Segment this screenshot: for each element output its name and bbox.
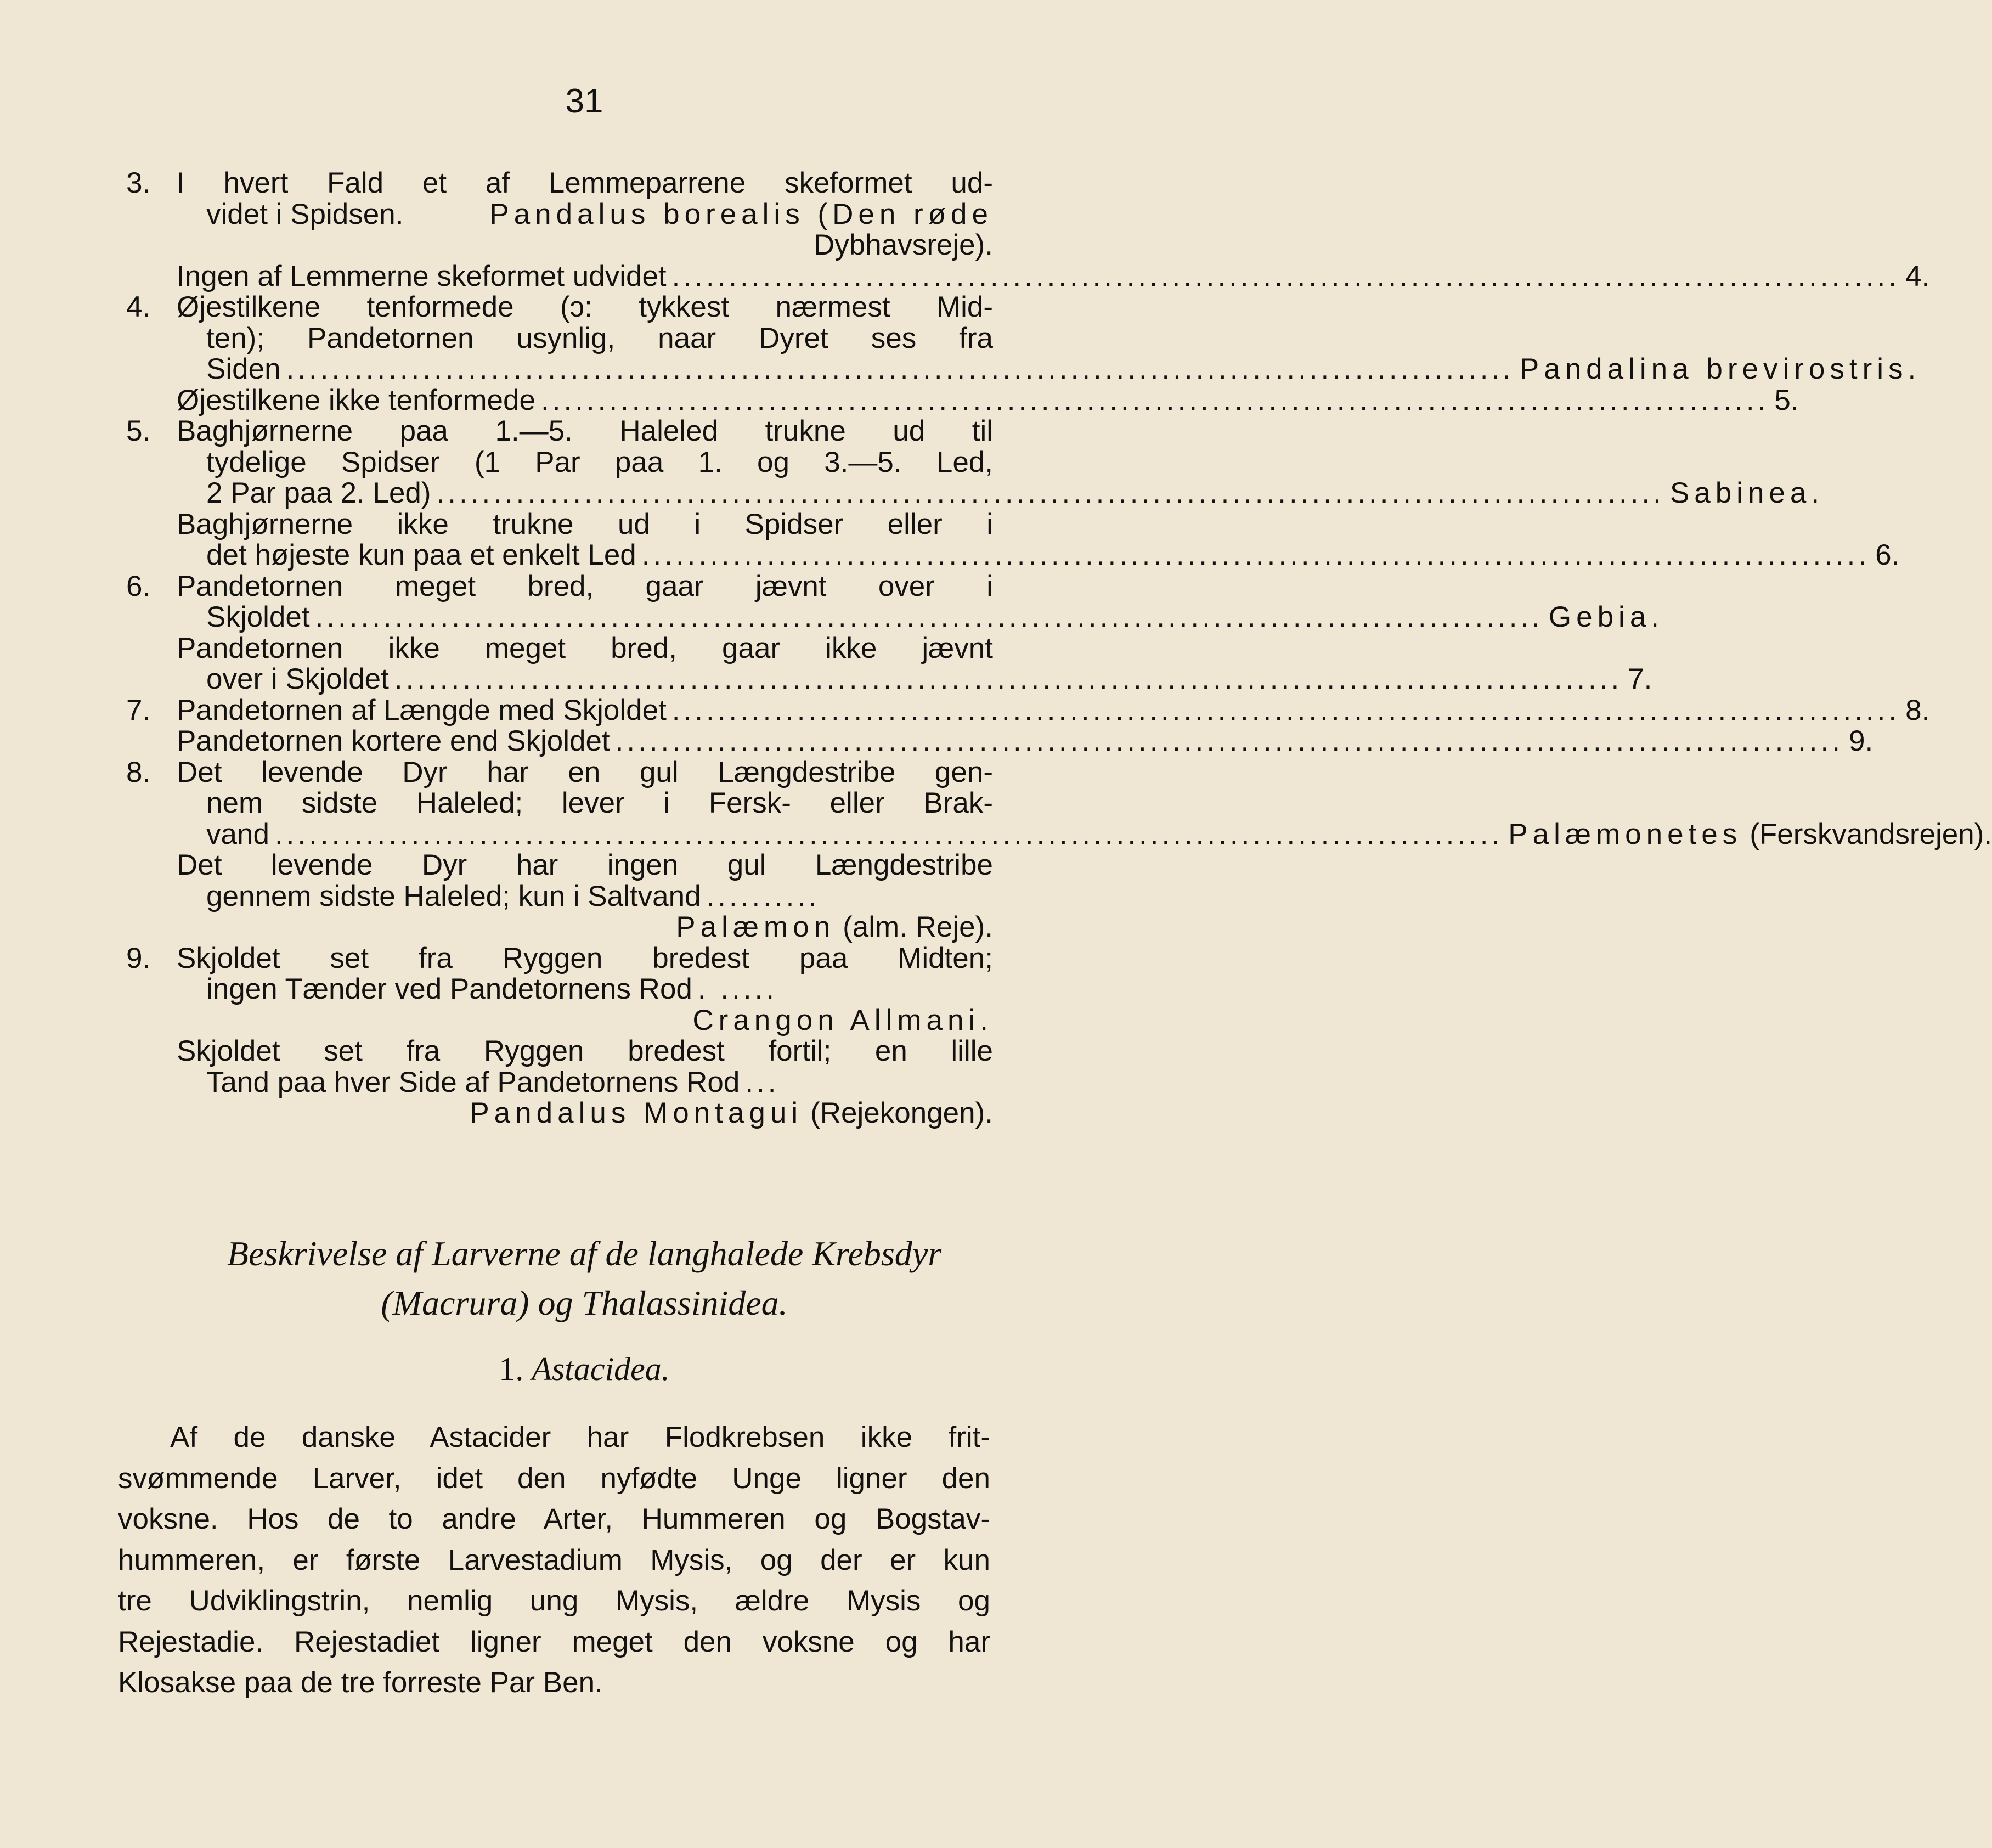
paragraph-line: Af de danske Astacider har Flodkrebsen ikke frit- — [170, 1421, 990, 1453]
key-text: Ingen af Lemmerne skeformet udvidet — [177, 260, 667, 292]
page-number: 31 — [565, 82, 603, 120]
key-line — [126, 477, 1825, 509]
key-text: Skjoldet set fra Ryggen bredest paa Midten; — [177, 942, 993, 974]
key-text: Baghjørnerne paa 1.—5. Haleled trukne ud til — [177, 415, 993, 447]
identification-key — [126, 167, 1992, 1129]
dot-leader: ............................................................................................................ — [436, 477, 1664, 509]
species-name: Pandalus Montagui — [470, 1097, 803, 1129]
key-line — [126, 353, 1921, 385]
key-line — [126, 199, 993, 230]
key-text: Tand paa hver Side af Pandetornens Rod — [206, 1066, 740, 1098]
key-line — [126, 601, 1664, 633]
key-line — [126, 168, 993, 199]
key-text: Øjestilkene tenformede (ɔ: tykkest nærmest Mid- — [177, 291, 993, 323]
key-reference: 4. — [1905, 260, 1930, 292]
key-number: 4. — [126, 291, 151, 323]
key-text: I hvert Fald et af Lemmeparrene skeformet ud- — [177, 167, 993, 199]
key-text: ingen Tænder ved Pandetornens Rod — [206, 973, 692, 1005]
species-name: Pandalina brevirostris. — [1519, 353, 1921, 385]
key-line — [126, 788, 993, 819]
dot-leader: ... — [745, 1066, 780, 1098]
subsection-title: Astacidea. — [532, 1351, 670, 1387]
species-name: Pandalus borealis (Den røde — [489, 198, 993, 230]
key-reference: 9. — [1848, 725, 1874, 757]
key-text: 2 Par paa 2. Led) — [206, 477, 431, 509]
common-name: (Ferskvandsrejen). — [1750, 818, 1992, 850]
key-line — [126, 694, 1930, 726]
dot-leader: ............................................................................................................ — [274, 818, 1503, 850]
key-text: Øjestilkene ikke tenformede — [177, 384, 535, 416]
key-number: 9. — [126, 942, 151, 974]
species-name: Palæmon — [676, 911, 836, 943]
key-text: Pandetornen meget bred, gaar jævnt over i — [177, 570, 993, 602]
key-line — [126, 818, 1992, 850]
key-line — [126, 912, 993, 943]
key-text: Det levende Dyr har en gul Længdestribe gen- — [177, 756, 993, 788]
key-reference: 7. — [1628, 663, 1652, 695]
key-text: gennem sidste Haleled; kun i Saltvand — [206, 880, 701, 912]
key-line — [126, 230, 993, 261]
dot-leader: ............................................................................................................ — [615, 725, 1843, 757]
key-line — [126, 292, 993, 323]
key-number: 3. — [126, 167, 151, 199]
key-reference: 8. — [1905, 694, 1930, 726]
dot-leader: ............................................................................................................ — [286, 353, 1514, 385]
subsection-number: 1. — [499, 1351, 524, 1387]
species-name: Gebia. — [1548, 601, 1664, 633]
key-line — [126, 323, 993, 354]
key-text: det højeste kun paa et enkelt Led — [206, 539, 636, 571]
key-text: ten); Pandetornen usynlig, naar Dyret ses fra — [206, 322, 993, 354]
dot-leader: .......... — [706, 880, 820, 912]
paragraph-line: tre Udviklingstrin, nemlig ung Mysis, ældre Mysis og — [118, 1585, 990, 1617]
body-paragraph — [118, 1417, 990, 1704]
key-line — [126, 1036, 993, 1067]
key-text: nem sidste Haleled; lever i Fersk- eller Brak- — [206, 787, 993, 819]
species-name: Crangon Allmani. — [692, 1004, 993, 1036]
paragraph-line: svømmende Larver, idet den nyfødte Unge ligner den — [118, 1462, 990, 1495]
key-text: Skjoldet — [206, 601, 310, 633]
key-line — [126, 974, 993, 1005]
key-number: 6. — [126, 570, 151, 602]
key-text: Skjoldet set fra Ryggen bredest fortil; en lille — [177, 1035, 993, 1067]
dot-leader: ............................................................................................................ — [541, 384, 1769, 416]
subsection-heading — [0, 1347, 1169, 1391]
key-line — [126, 757, 993, 788]
species-name: Sabinea. — [1669, 477, 1825, 509]
key-text: Siden — [206, 353, 281, 385]
key-text: videt i Spidsen. — [206, 198, 404, 230]
key-number: 8. — [126, 756, 151, 788]
key-line — [126, 571, 993, 602]
key-line — [126, 850, 993, 881]
key-text: Det levende Dyr har ingen gul Længdestribe — [177, 849, 993, 881]
section-heading-line: (Macrura) og Thalassinidea. — [381, 1283, 788, 1322]
paragraph-line: voksne. Hos de to andre Arter, Hummeren og Bogstav- — [118, 1503, 990, 1535]
key-text: tydelige Spidser (1 Par paa 1. og 3.—5. Led, — [206, 446, 993, 478]
key-line — [126, 725, 1874, 757]
key-line — [126, 384, 1799, 416]
key-number: 7. — [126, 694, 151, 726]
key-reference: 6. — [1875, 539, 1900, 571]
species-name: Palæmonetes — [1508, 818, 1742, 850]
key-text: Pandetornen ikke meget bred, gaar ikke jævnt — [177, 632, 993, 664]
key-reference: 5. — [1774, 384, 1799, 416]
dot-leader: ............................................................................................................ — [315, 601, 1543, 633]
key-text: over i Skjoldet — [206, 663, 389, 695]
key-line — [126, 633, 993, 664]
dot-leader: . ..... — [697, 973, 777, 1005]
key-text: Baghjørnerne ikke trukne ud i Spidser eller i — [177, 508, 993, 540]
paragraph-line: Klosakse paa de tre forreste Par Ben. — [118, 1666, 603, 1699]
key-line — [126, 881, 993, 912]
dot-leader: ............................................................................................................ — [394, 663, 1623, 695]
key-line — [126, 447, 993, 478]
paragraph-line: Rejestadie. Rejestadiet ligner meget den voksne og har — [118, 1625, 990, 1658]
key-line — [126, 663, 1652, 695]
key-line — [126, 260, 1930, 292]
key-line — [126, 416, 993, 447]
key-text: Dybhavsreje). — [814, 229, 993, 261]
dot-leader: ............................................................................................................ — [671, 694, 1900, 726]
section-heading-line: Beskrivelse af Larverne af de langhalede Krebsdyr — [227, 1234, 942, 1273]
dot-leader: ............................................................................................................ — [641, 539, 1870, 571]
common-name: (Rejekongen). — [810, 1097, 993, 1129]
paragraph-line: hummeren, er første Larvestadium Mysis, og der er kun — [118, 1543, 990, 1576]
key-number: 5. — [126, 415, 151, 447]
common-name: (alm. Reje). — [843, 911, 993, 943]
key-text: vand — [206, 818, 269, 850]
key-line — [126, 509, 993, 540]
key-line — [126, 1098, 993, 1129]
key-text: Pandetornen af Længde med Skjoldet — [177, 694, 667, 726]
section-heading — [99, 1229, 1070, 1328]
key-text: Pandetornen kortere end Skjoldet — [177, 725, 610, 757]
dot-leader: ............................................................................................................ — [671, 260, 1900, 292]
key-line — [126, 943, 993, 974]
key-line — [126, 1067, 993, 1098]
key-line — [126, 539, 1900, 571]
key-line — [126, 1005, 993, 1036]
